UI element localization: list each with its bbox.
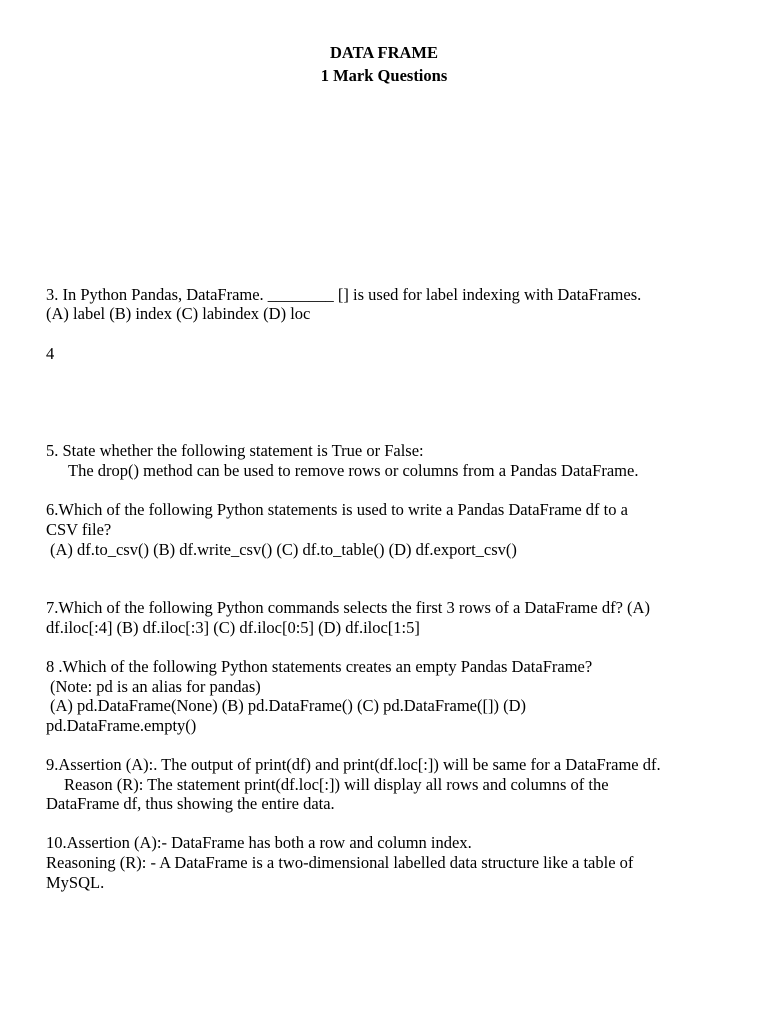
question-10-reasoning-cont: MySQL. <box>46 873 105 892</box>
question-8-options: (A) pd.DataFrame(None) (B) pd.DataFrame() (C) pd.DataFrame([]) (D) <box>50 696 527 715</box>
question-7-options: df.iloc[:4] (B) df.iloc[:3] (C) df.iloc[0:5] (D) df.iloc[1:5] <box>46 618 420 637</box>
question-5-statement: The drop() method can be used to remove rows or columns from a Pandas DataFrame. <box>68 461 639 480</box>
question-4-number: 4 <box>46 344 55 363</box>
question-8-text: 8 .Which of the following Python statements creates an empty Pandas DataFrame? <box>46 657 593 676</box>
question-9-reason: Reason (R): The statement print(df.loc[:]) will display all rows and columns of the <box>64 775 609 794</box>
question-10-assertion: 10.Assertion (A):- DataFrame has both a row and column index. <box>46 833 472 852</box>
question-9-reason-cont: DataFrame df, thus showing the entire data. <box>46 794 335 813</box>
question-5-text: 5. State whether the following statement is True or False: <box>46 441 424 460</box>
question-6-text-cont: CSV file? <box>46 520 112 539</box>
question-6-text: 6.Which of the following Python statements is used to write a Pandas DataFrame df to a <box>46 500 628 519</box>
page-title: DATA FRAME <box>329 43 438 62</box>
page-subtitle: 1 Mark Questions <box>320 66 448 85</box>
question-7-text: 7.Which of the following Python commands selects the first 3 rows of a DataFrame df? (A) <box>46 598 650 617</box>
question-10-reasoning: Reasoning (R): - A DataFrame is a two-dimensional labelled data structure like a table of <box>46 853 634 872</box>
question-3-options: (A) label (B) index (C) labindex (D) loc <box>46 304 311 323</box>
question-8-options-cont: pd.DataFrame.empty() <box>46 716 197 735</box>
question-3-text: 3. In Python Pandas, DataFrame. ________ [] is used for label indexing with DataFrames. <box>46 285 642 304</box>
question-8-note: (Note: pd is an alias for pandas) <box>50 677 261 696</box>
question-9-assertion: 9.Assertion (A):. The output of print(df) and print(df.loc[:]) will be same for a DataFrame df. <box>46 755 661 774</box>
question-6-options: (A) df.to_csv() (B) df.write_csv() (C) df.to_table() (D) df.export_csv() <box>50 540 517 559</box>
